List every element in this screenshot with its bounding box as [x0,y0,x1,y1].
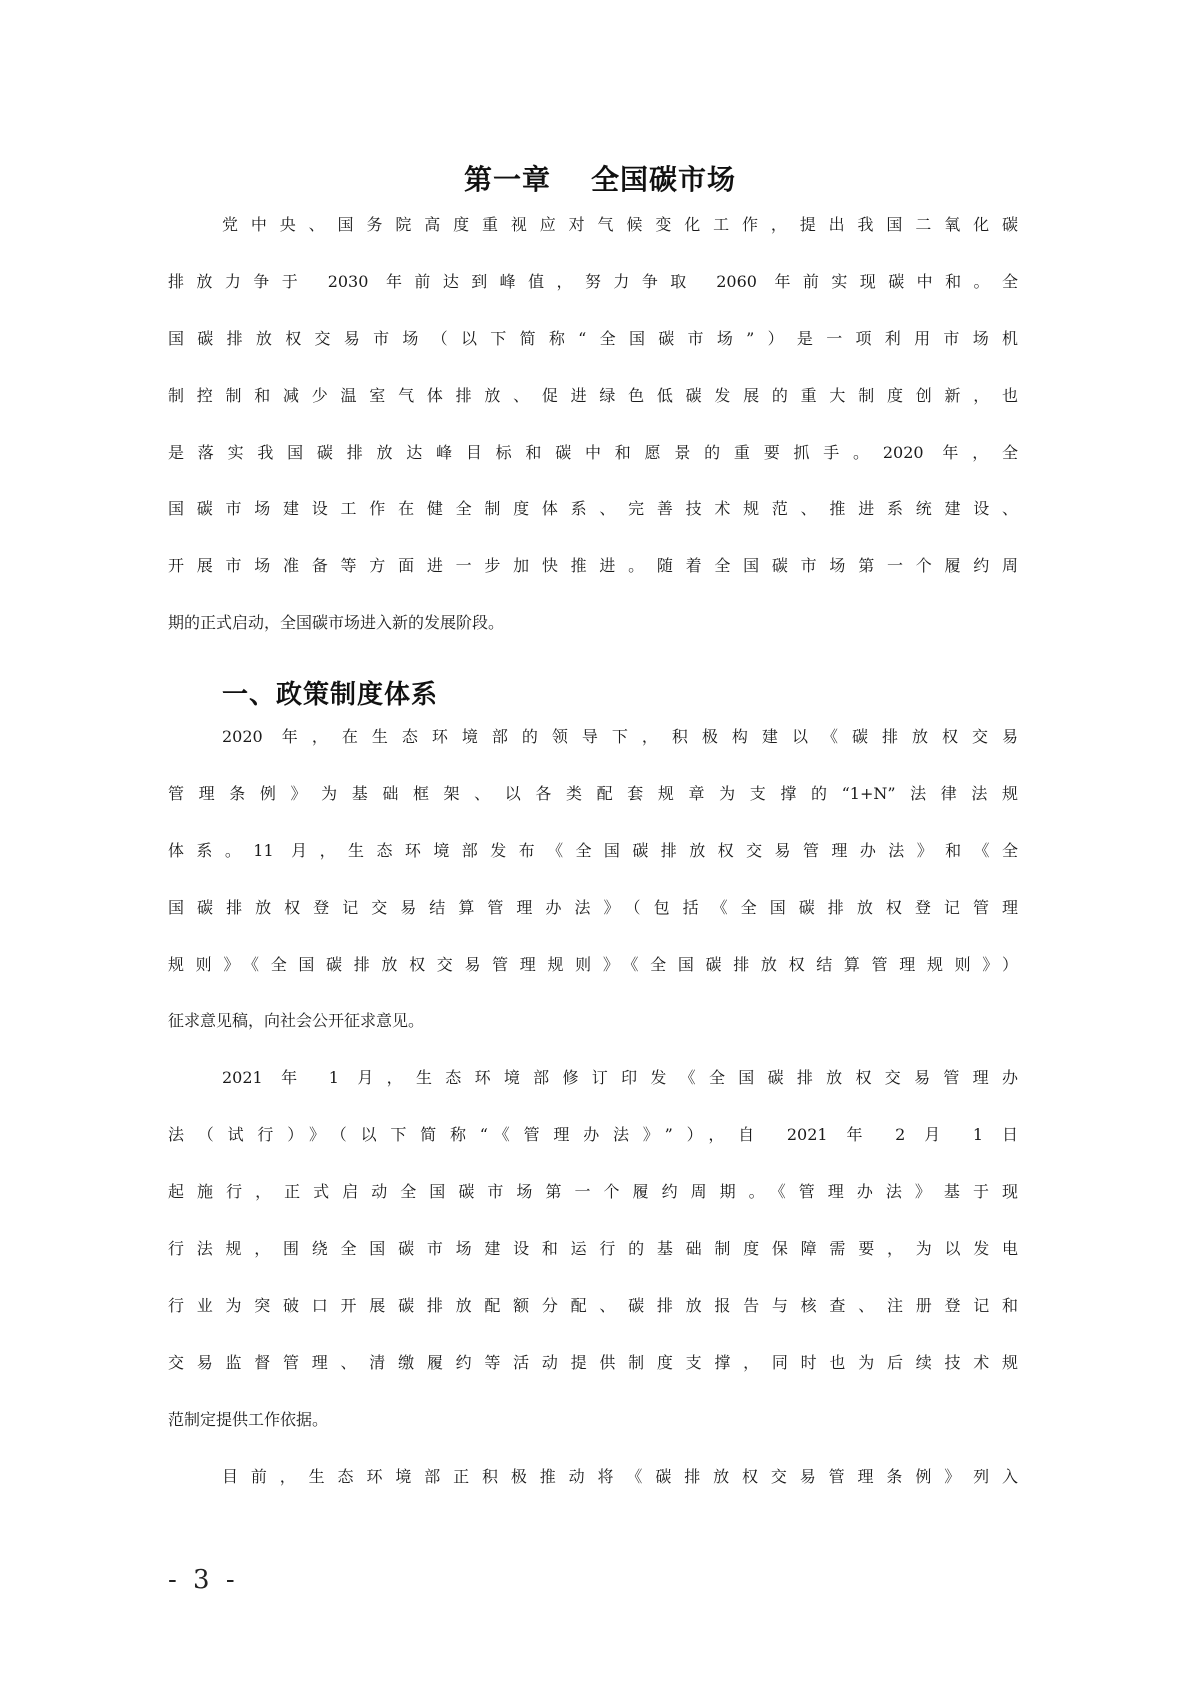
section-heading: 一、政策制度体系 [222,680,439,711]
text-line: 体系。11 月，生态环境部发布《全国碳排放权交易管理办法》和《全 [168,840,1018,860]
text-line: 党中央、国务院高度重视应对气候变化工作，提出我国二氧化碳 [222,215,1018,234]
text-line: 国碳排放权交易市场（以下简称“全国碳市场”）是一项利用市场机 [168,328,1018,348]
document-body [168,212,1018,1520]
text-line: 范制定提供工作依据。 [168,1409,329,1429]
text-line: 排放力争于 2030 年前达到峰值，努力争取 2060 年前实现碳中和。全 [168,271,1018,291]
text-line: 国碳市场建设工作在健全制度体系、完善技术规范、推进系统建设、 [168,499,1018,519]
paragraph-current-progress [168,1464,1018,1521]
text-line: 交易监督管理、清缴履约等活动提供制度支撑，同时也为后续技术规 [168,1352,1018,1372]
text-line: 目前，生态环境部正积极推动将《碳排放权交易管理条例》列入 [222,1466,1018,1486]
text-line: 法（试行）》（以下简称“《管理办法》”），自 2021 年 2 月 1 日 [168,1125,1018,1145]
text-line: 行法规，围绕全国碳市场建设和运行的基础制度保障需要，为以发电 [168,1239,1018,1259]
text-line: 期的正式启动，全国碳市场进入新的发展阶段。 [168,613,505,633]
paragraph-policy-2021 [168,1065,1018,1463]
text-line: 2021 年 1 月，生态环境部修订印发《全国碳排放权交易管理办 [222,1068,1018,1088]
chapter-name: 全国碳市场 [591,163,737,196]
chapter-title [0,158,1200,202]
chapter-number: 第一章 [463,163,551,196]
text-line: 行业为突破口开展碳排放配额分配、碳排放报告与核查、注册登记和 [168,1295,1018,1315]
text-line: 征求意见稿，向社会公开征求意见。 [168,1011,425,1031]
text-line: 制控制和减少温室气体排放、促进绿色低碳发展的重大制度创新，也 [168,385,1018,405]
text-line: 2020 年，在生态环境部的领导下，积极构建以《碳排放权交易 [222,727,1018,747]
paragraph-policy-2020 [168,724,1018,1065]
text-line: 开展市场准备等方面进一步加快推进。随着全国碳市场第一个履约周 [168,556,1018,576]
text-line: 是落实我国碳排放达峰目标和碳中和愿景的重要抓手。2020 年，全 [168,442,1018,462]
text-line: 规则》《全国碳排放权交易管理规则》《全国碳排放权结算管理规则》） [168,954,1018,974]
page-number: - 3 - [168,1565,239,1595]
paragraph-intro [168,212,1018,667]
text-line: 国碳排放权登记交易结算管理办法》（包括《全国碳排放权登记管理 [168,897,1018,917]
text-line: 起施行，正式启动全国碳市场第一个履约周期。《管理办法》基于现 [168,1182,1018,1202]
text-line: 管理条例》为基础框架、以各类配套规章为支撑的“1+N”法律法规 [168,783,1018,803]
